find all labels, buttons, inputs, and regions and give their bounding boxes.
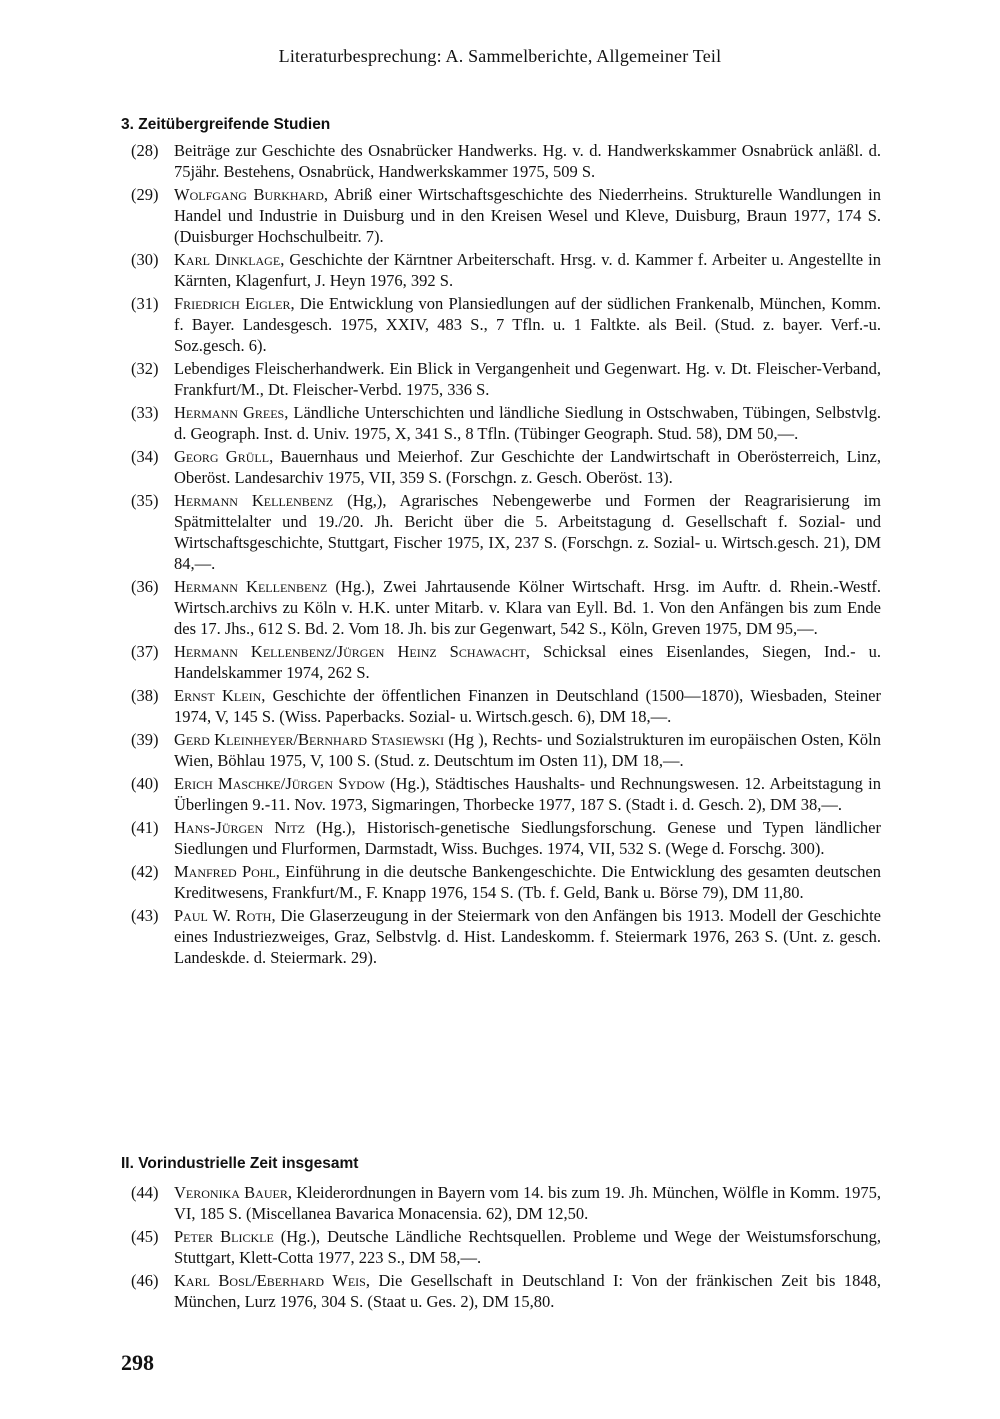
bibliography-entry (121, 184, 881, 248)
entry-author: Erich Maschke/Jürgen Sydow (174, 773, 385, 793)
entry-text: , Geschichte der öffentlichen Finanzen in Deutschland (1500—1870), Wiesbaden, Steiner 1974, V, 145 S. (Wiss. Paperbacks. Sozial- u. Wirtsch.gesch. 6), DM 18,—. (174, 686, 882, 727)
bibliography-entry (121, 1226, 881, 1268)
entry-author: Wolfgang Burkhard (174, 184, 324, 204)
entry-number: (36) (131, 577, 159, 597)
bibliography-entry (121, 729, 881, 771)
entry-author: Gerd Kleinheyer/Bernhard Stasiewski (174, 729, 445, 749)
bibliography-list (121, 1182, 881, 1314)
bibliography-entry (121, 1182, 881, 1224)
entry-author: Ernst Klein (174, 686, 262, 706)
entry-text: , Die Glaserzeugung in der Steiermark von den Anfängen bis 1913. Modell der Geschichte eines Industriezweiges, Graz, Selbstvlg. d. Hist. Landeskomm. f. Steiermark 1976, 263 S. (Unt. z. gesch. Landeskde. d. Steiermark. 29). (174, 905, 881, 968)
entry-text: , Einführung in die deutsche Bankengeschichte. Die Entwicklung des gesamten deutschen Kreditwesens, Frankfurt/M., F. Knapp 1976, 154 S. (Tb. f. Geld, Bank u. Börse 79), DM 11,80. (174, 861, 881, 902)
bibliography-entry (121, 905, 881, 969)
entry-text: , Bauernhaus und Meierhof. Zur Geschichte der Landwirtschaft in Oberösterreich, Linz, Oberöst. Landesarchiv 1975, VII, 359 S. (Forschgn. z. Gesch. Oberöst. 13). (174, 446, 881, 488)
entry-number: (35) (131, 490, 159, 510)
entry-text: (Hg.), Zwei Jahrtausende Kölner Wirtschaft. Hrsg. im Auftr. d. Rhein.-Westf. Wirtsch.archivs zu Köln v. H.K. unter Mitarb. v. Klara van Eyll. Bd. 1. Von den Anfängen bis zum Ende des 17. Jhs., 612 S. Bd. 2. Vom 18. Jh. bis zur Gegenwart, 542 S., Köln, Greven 1975, DM 95,—. (174, 577, 881, 639)
entry-number: (46) (131, 1270, 159, 1290)
bibliography-entry (121, 140, 881, 182)
entry-number: (28) (131, 141, 159, 160)
entry-text: , Schicksal eines Eisenlandes, Siegen, Ind.- u. Handelskammer 1974, 262 S. (174, 642, 881, 683)
section-heading: 3. Zeitübergreifende Studien (121, 116, 331, 133)
bibliography-entry (121, 293, 881, 357)
entry-text: (Hg.), Städtisches Haushalts- und Rechnungswesen. 12. Arbeitstagung in Überlingen 9.-11. Nov. 1973, Sigmaringen, Thorbecke 1977, 187 S. (Stadt i. d. Gesch. 2), DM 38,—. (174, 773, 881, 815)
entry-text: Beiträge zur Geschichte des Osnabrücker Handwerks. Hg. v. d. Handwerkskammer Osnabrück anläßl. d. 75jähr. Bestehens, Osnabrück, Handwerkskammer 1975, 509 S. (174, 141, 881, 182)
entry-text: , Abriß einer Wirtschaftsgeschichte des Niederrheins. Strukturelle Wandlungen in Handel und Industrie in Duisburg und in den Kreisen Wesel und Kleve, Duisburg, Braun 1977, 174 S. (Duisburger Hochschulbeitr. 7). (174, 184, 881, 247)
page-number: 298 (121, 1350, 154, 1375)
entry-number: (44) (131, 1183, 159, 1202)
bibliography-entry (121, 249, 881, 291)
bibliography-entry (121, 490, 881, 575)
entry-number: (30) (131, 250, 159, 270)
entry-author: Friedrich Eigler (174, 293, 291, 313)
entry-author: Hermann Kellenbenz (174, 490, 334, 510)
entry-author: Hermann Kellenbenz (174, 577, 328, 597)
entry-text: , Die Entwicklung von Plansiedlungen auf der südlichen Frankenalb, München, Komm. f. Bayer. Landesgesch. 1975, XXIV, 483 S., 7 Tfln. u. 1 Faltkte. als Beil. (Stud. z. bayer. Verf.-u. Soz.gesch. 6). (174, 293, 882, 356)
bibliography-list (121, 140, 881, 970)
bibliography-entry (121, 1270, 881, 1312)
entry-text: , Geschichte der Kärntner Arbeiterschaft. Hrsg. v. d. Kammer f. Arbeiter u. Angestellte in Kärnten, Klagenfurt, J. Heyn 1976, 392 S. (174, 250, 881, 291)
entry-author: Karl Dinklage (174, 250, 281, 270)
bibliography-entry (121, 402, 881, 444)
entry-number: (39) (131, 729, 159, 749)
entry-number: (42) (131, 861, 159, 881)
entry-number: (29) (131, 184, 159, 204)
entry-text: , Die Gesellschaft in Deutschland I: Von der fränkischen Zeit bis 1848, München, Lurz 1976, 304 S. (Staat u. Ges. 2), DM 15,80. (174, 1270, 881, 1312)
entry-author: Georg Grüll (174, 446, 270, 466)
entry-author: Veronika Bauer (174, 1183, 288, 1202)
entry-number: (41) (131, 817, 159, 837)
entry-author: Karl Bosl/Eberhard Weis (174, 1270, 366, 1290)
entry-text: , Ländliche Unterschichten und ländliche Siedlung in Ostschwaben, Tübingen, Selbstvlg. d. Geograph. Inst. d. Univ. 1975, X, 341 S., 8 Tfln. (Tübinger Geograph. Stud. 58), DM 50,—. (174, 402, 881, 444)
entry-number: (33) (131, 402, 159, 422)
entry-text: Lebendiges Fleischerhandwerk. Ein Blick in Vergangenheit und Gegenwart. Hg. v. Dt. Fleischer-Verband, Frankfurt/M., Dt. Fleischer-Verbd. 1975, 336 S. (174, 359, 881, 400)
entry-author: Hermann Grees (174, 402, 285, 422)
bibliography-entry (121, 576, 881, 640)
entry-author: Hans-Jürgen Nitz (174, 817, 305, 837)
entry-number: (37) (131, 642, 159, 662)
bibliography-entry (121, 358, 881, 400)
bibliography-entry (121, 685, 881, 727)
bibliography-entry (121, 861, 881, 903)
entry-text: (Hg ), Rechts- und Sozialstrukturen im europäischen Osten, Köln Wien, Böhlau 1975, V, 100 S. (Stud. z. Deutschtum im Osten 11), DM 18,—. (174, 729, 881, 771)
entry-text: (Hg.), Deutsche Ländliche Rechtsquellen. Probleme und Wege der Weistumsforschung, Stuttgart, Klett-Cotta 1977, 223 S., DM 58,—. (174, 1226, 881, 1268)
entry-number: (43) (131, 905, 159, 925)
entry-number: (38) (131, 686, 159, 706)
entry-text: , Kleiderordnungen in Bayern vom 14. bis zum 19. Jh. München, Wölfle in Komm. 1975, VI, 185 S. (Miscellanea Bavarica Monacensia. 62), DM 12,50. (174, 1183, 881, 1224)
entry-author: Manfred Pohl (174, 861, 276, 881)
entry-text: (Hg,), Agrarisches Nebengewerbe und Formen der Reagrarisierung im Spätmittelalter und 19./20. Jh. Bericht über die 5. Arbeitstagung d. Gesellschaft f. Sozial- und Wirtschaftsgeschichte, Stuttgart, Fischer 1975, IX, 237 S. (Forschgn. z. Sozial- u. Wirtsch.gesch. 21), DM 84,—. (174, 490, 881, 574)
bibliography-entry (121, 773, 881, 815)
bibliography-entry (121, 446, 881, 488)
bibliography-entry (121, 817, 881, 859)
entry-number: (40) (131, 773, 159, 793)
entry-number: (32) (131, 359, 159, 379)
entry-author: Peter Blickle (174, 1226, 274, 1246)
entry-number: (34) (131, 446, 159, 466)
entry-text: (Hg.), Historisch-genetische Siedlungsforschung. Genese und Typen ländlicher Siedlungen und Flurformen, Darmstadt, Wiss. Buchges. 1974, VII, 532 S. (Wege d. Forschg. 300). (174, 817, 881, 858)
running-head: Literaturbesprechung: A. Sammelberichte, Allgemeiner Teil (278, 46, 722, 66)
entry-author: Paul W. Roth (174, 905, 272, 925)
bibliography-entry (121, 641, 881, 683)
entry-number: (31) (131, 293, 159, 313)
entry-author: Hermann Kellenbenz/Jürgen Heinz Schawacht (174, 642, 526, 662)
entry-number: (45) (131, 1226, 159, 1246)
section-heading: II. Vorindustrielle Zeit insgesamt (121, 1155, 359, 1172)
